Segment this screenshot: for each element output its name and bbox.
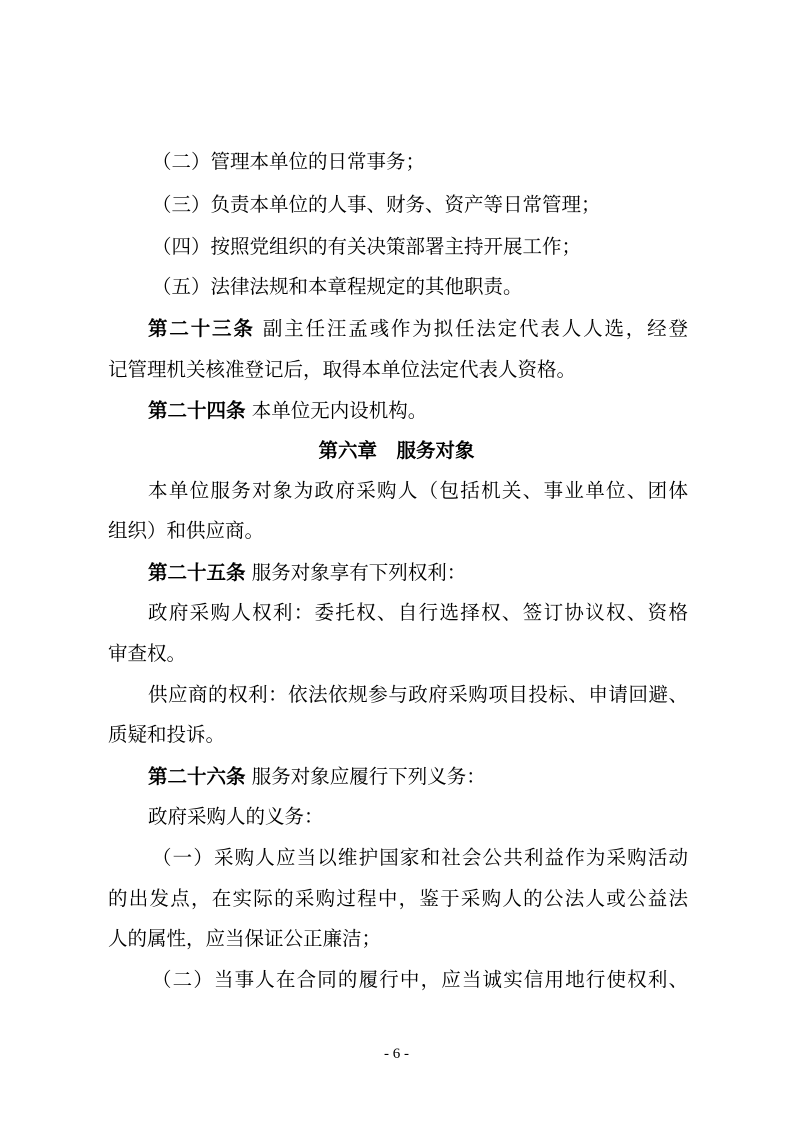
article-25-heading: 第二十五条 [148, 561, 246, 584]
list-item-5: （五）法律法规和本章程规定的其他职责。 [152, 275, 523, 298]
article-25: 第二十五条 服务对象享有下列权利： [148, 561, 467, 584]
list-item-3: （三）负责本单位的人事、财务、资产等日常管理； [152, 193, 601, 216]
obligation-2-line-1: （二）当事人在合同的履行中，应当诚实信用地行使权利、 [152, 968, 688, 991]
article-23-heading: 第二十三条 [148, 317, 255, 340]
obligation-1-line-2: 的出发点，在实际的采购过程中，鉴于采购人的公法人或公益法 [108, 887, 688, 910]
supplier-rights-line-1: 供应商的权利：依法依规参与政府采购项目投标、申请回避、 [148, 683, 688, 706]
list-item-2: （二）管理本单位的日常事务； [152, 150, 426, 173]
list-item-4: （四）按照党组织的有关决策部署主持开展工作； [152, 235, 582, 258]
article-24-heading: 第二十四条 [148, 399, 246, 422]
article-26: 第二十六条 服务对象应履行下列义务： [148, 765, 486, 788]
purchaser-obligations-heading: 政府采购人的义务： [148, 805, 324, 828]
article-23-line-2: 记管理机关核准登记后，取得本单位法定代表人资格。 [108, 358, 577, 381]
obligation-1-line-3: 人的属性，应当保证公正廉洁； [108, 927, 382, 950]
supplier-rights-line-2: 质疑和投诉。 [108, 723, 226, 746]
chapter-6-intro-line-1: 本单位服务对象为政府采购人（包括机关、事业单位、团体 [148, 479, 688, 502]
purchaser-rights-line-2: 审查权。 [108, 642, 187, 665]
article-26-heading: 第二十六条 [148, 765, 246, 788]
purchaser-rights-line-1: 政府采购人权利：委托权、自行选择权、签订协议权、资格 [148, 601, 688, 624]
article-24: 第二十四条 本单位无内设机构。 [148, 399, 428, 422]
article-23-line-1: 第二十三条 副主任汪孟彧作为拟任法定代表人人选，经登 [148, 317, 688, 340]
chapter-6-heading: 第六章 服务对象 [318, 439, 475, 462]
obligation-1-line-1: （一）采购人应当以维护国家和社会公共利益作为采购活动 [152, 846, 688, 869]
chapter-6-intro-line-2: 组织）和供应商。 [108, 519, 265, 542]
page-number: - 6 - [384, 1046, 409, 1062]
